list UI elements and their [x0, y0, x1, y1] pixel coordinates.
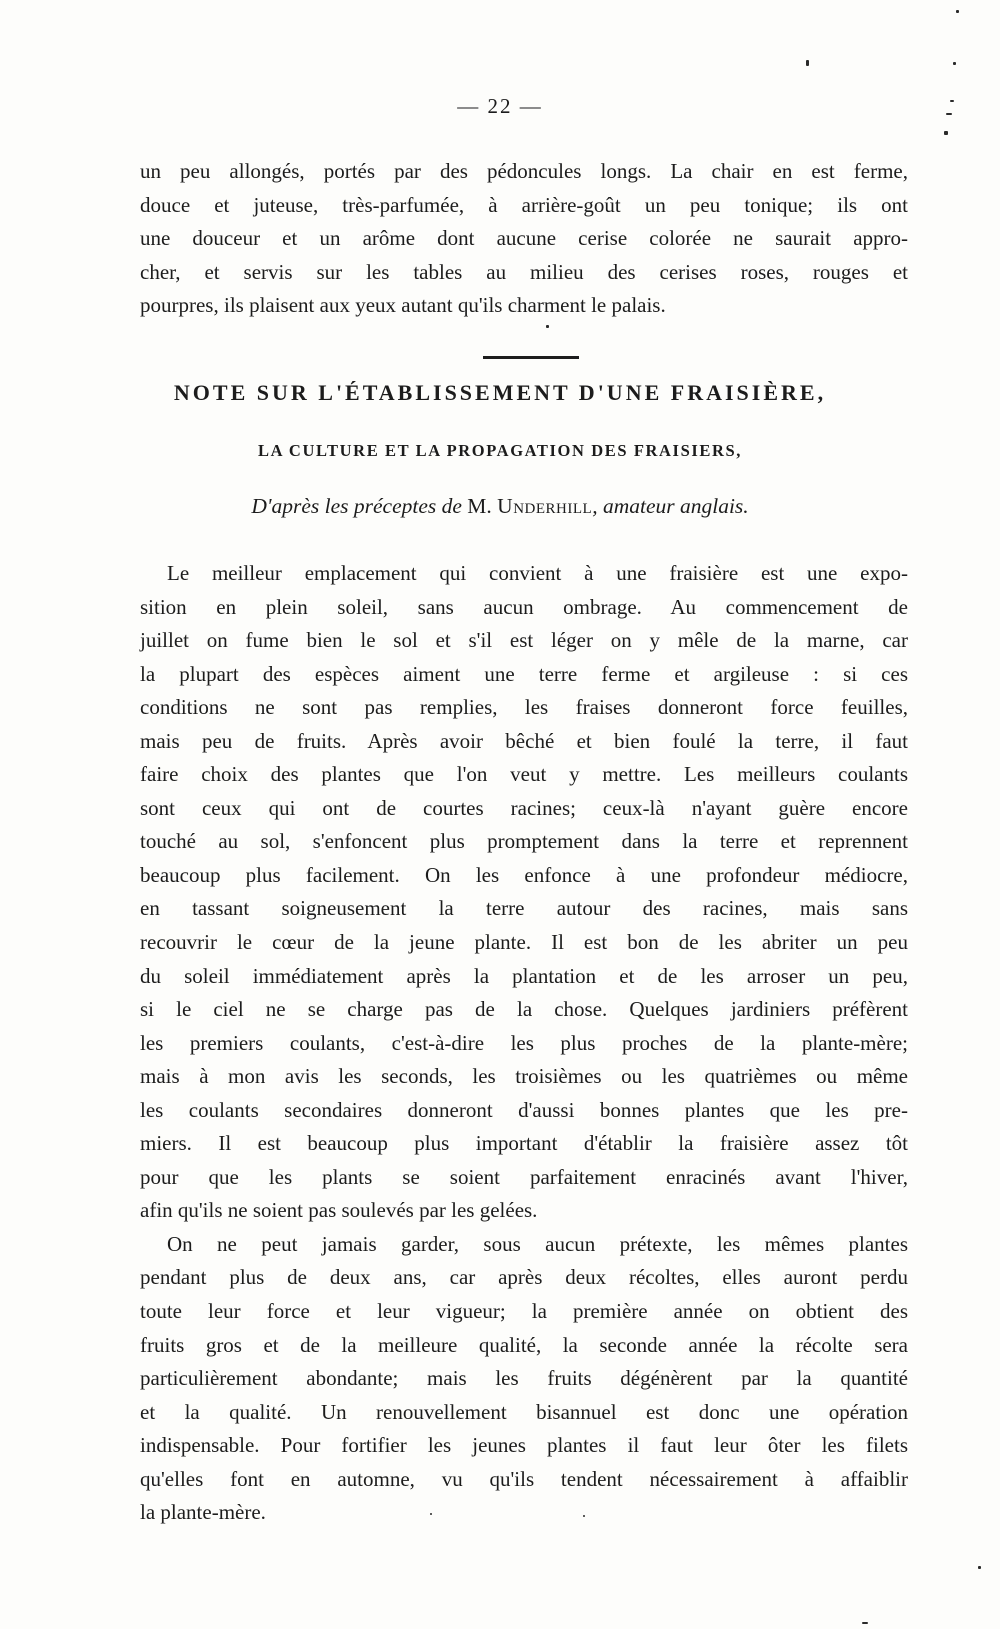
text-line: juillet on fume bien le sol et s'il est léger on y mêle de la marne, car: [140, 628, 908, 653]
page-number: — 22 —: [457, 94, 543, 118]
text-line: et la qualité. Un renouvellement bisannuel est donc une opération: [140, 1399, 908, 1424]
section-divider: [483, 356, 579, 359]
text-line: miers. Il est beaucoup plus important d'établir la fraisière assez tôt: [140, 1131, 908, 1156]
scan-speckle: [806, 60, 809, 66]
byline-author: Underhill: [497, 494, 593, 518]
byline-lead: D'après les préceptes de: [251, 494, 468, 518]
text-line: beaucoup plus facilement. On les enfonce à une profondeur médiocre,: [140, 862, 908, 887]
text-line: fruits gros et de la meilleure qualité, la seconde année la récolte sera: [140, 1332, 908, 1357]
text-line: en tassant soigneusement la terre autour des racines, mais sans: [140, 896, 908, 921]
text-line: sition en plein soleil, sans aucun ombrage. Au commencement de: [140, 594, 908, 619]
scan-speckle: [430, 1513, 432, 1515]
scan-speckle: [956, 10, 959, 13]
text-line: mais peu de fruits. Après avoir bêché et bien foulé la terre, il faut: [140, 728, 908, 753]
scan-speckle: [950, 100, 954, 102]
paragraph: [140, 557, 908, 1228]
scan-speckle: [862, 1622, 868, 1624]
scan-speckle: [953, 62, 956, 65]
body-text: [140, 557, 908, 1530]
text-line: les premiers coulants, c'est-à-dire les plus proches de la plante-mère;: [140, 1030, 908, 1055]
section-subtitle: LA CULTURE ET LA PROPAGATION DES FRAISIERS,: [258, 441, 742, 460]
text-line: les coulants secondaires donneront d'aussi bonnes plantes que les pre-: [140, 1097, 908, 1122]
scan-speckle: [978, 1566, 981, 1569]
text-line: afin qu'ils ne soient pas soulevés par les gelées.: [140, 1198, 538, 1223]
text-line: touché au sol, s'enfoncent plus promptement dans la terre et reprennent: [140, 829, 908, 854]
paragraph-continuation: [140, 155, 908, 323]
text-line: pour que les plants se soient parfaitement enracinés avant l'hiver,: [140, 1164, 908, 1189]
text-line: la plante-mère.: [140, 1500, 266, 1525]
text-line: Le meilleur emplacement qui convient à une fraisière est une expo-: [167, 561, 908, 585]
scan-speckle: [946, 113, 952, 115]
text-line: sont ceux qui ont de courtes racines; ceux-là n'ayant guère encore: [140, 795, 908, 820]
byline-honorific: M.: [467, 494, 498, 518]
text-line: On ne peut jamais garder, sous aucun prétexte, les mêmes plantes: [167, 1231, 908, 1256]
section-title: NOTE SUR L'ÉTABLISSEMENT D'UNE FRAISIÈRE,: [173, 380, 827, 405]
text-line: toute leur force et leur vigueur; la première année on obtient des: [140, 1299, 908, 1324]
scan-speckle: [583, 1515, 585, 1517]
text-line: du soleil immédiatement après la plantation et de les arroser un peu,: [140, 963, 908, 988]
text-line: mais à mon avis les seconds, les troisièmes ou les quatrièmes ou même: [140, 1064, 908, 1089]
byline-tail: , amateur anglais.: [592, 494, 749, 518]
text-line: conditions ne sont pas remplies, les fraises donneront force feuilles,: [140, 695, 908, 720]
text-line: la plupart des espèces aiment une terre ferme et argileuse : si ces: [140, 661, 908, 686]
text-line: pourpres, ils plaisent aux yeux autant qu'ils charment le palais.: [140, 293, 666, 317]
text-line: douce et juteuse, très-parfumée, à arrière-goût un peu tonique; ils ont: [140, 192, 908, 217]
text-line: cher, et servis sur les tables au milieu des cerises roses, rouges et: [140, 259, 908, 284]
text-line: indispensable. Pour fortifier les jeunes plantes il faut leur ôter les filets: [140, 1433, 908, 1458]
text-line: qu'elles font en automne, vu qu'ils tendent nécessairement à affaiblir: [140, 1466, 908, 1491]
text-line: pendant plus de deux ans, car après deux récoltes, elles auront perdu: [140, 1265, 908, 1290]
scan-speckle: [944, 131, 948, 135]
text-line: un peu allongés, portés par des pédoncules longs. La chair en est ferme,: [140, 159, 908, 183]
scan-speckle: [546, 325, 549, 328]
byline: [0, 494, 1000, 519]
text-line: recouvrir le cœur de la jeune plante. Il est bon de les abriter un peu: [140, 930, 908, 955]
text-line: une douceur et un arôme dont aucune cerise colorée ne saurait appro-: [140, 226, 908, 250]
text-line: faire choix des plantes que l'on veut y mettre. Les meilleurs coulants: [140, 762, 908, 787]
paragraph: [140, 1228, 908, 1530]
text-line: particulièrement abondante; mais les fruits dégénèrent par la quantité: [140, 1366, 908, 1391]
text-line: si le ciel ne se charge pas de la chose. Quelques jardiniers préfèrent: [140, 997, 908, 1022]
